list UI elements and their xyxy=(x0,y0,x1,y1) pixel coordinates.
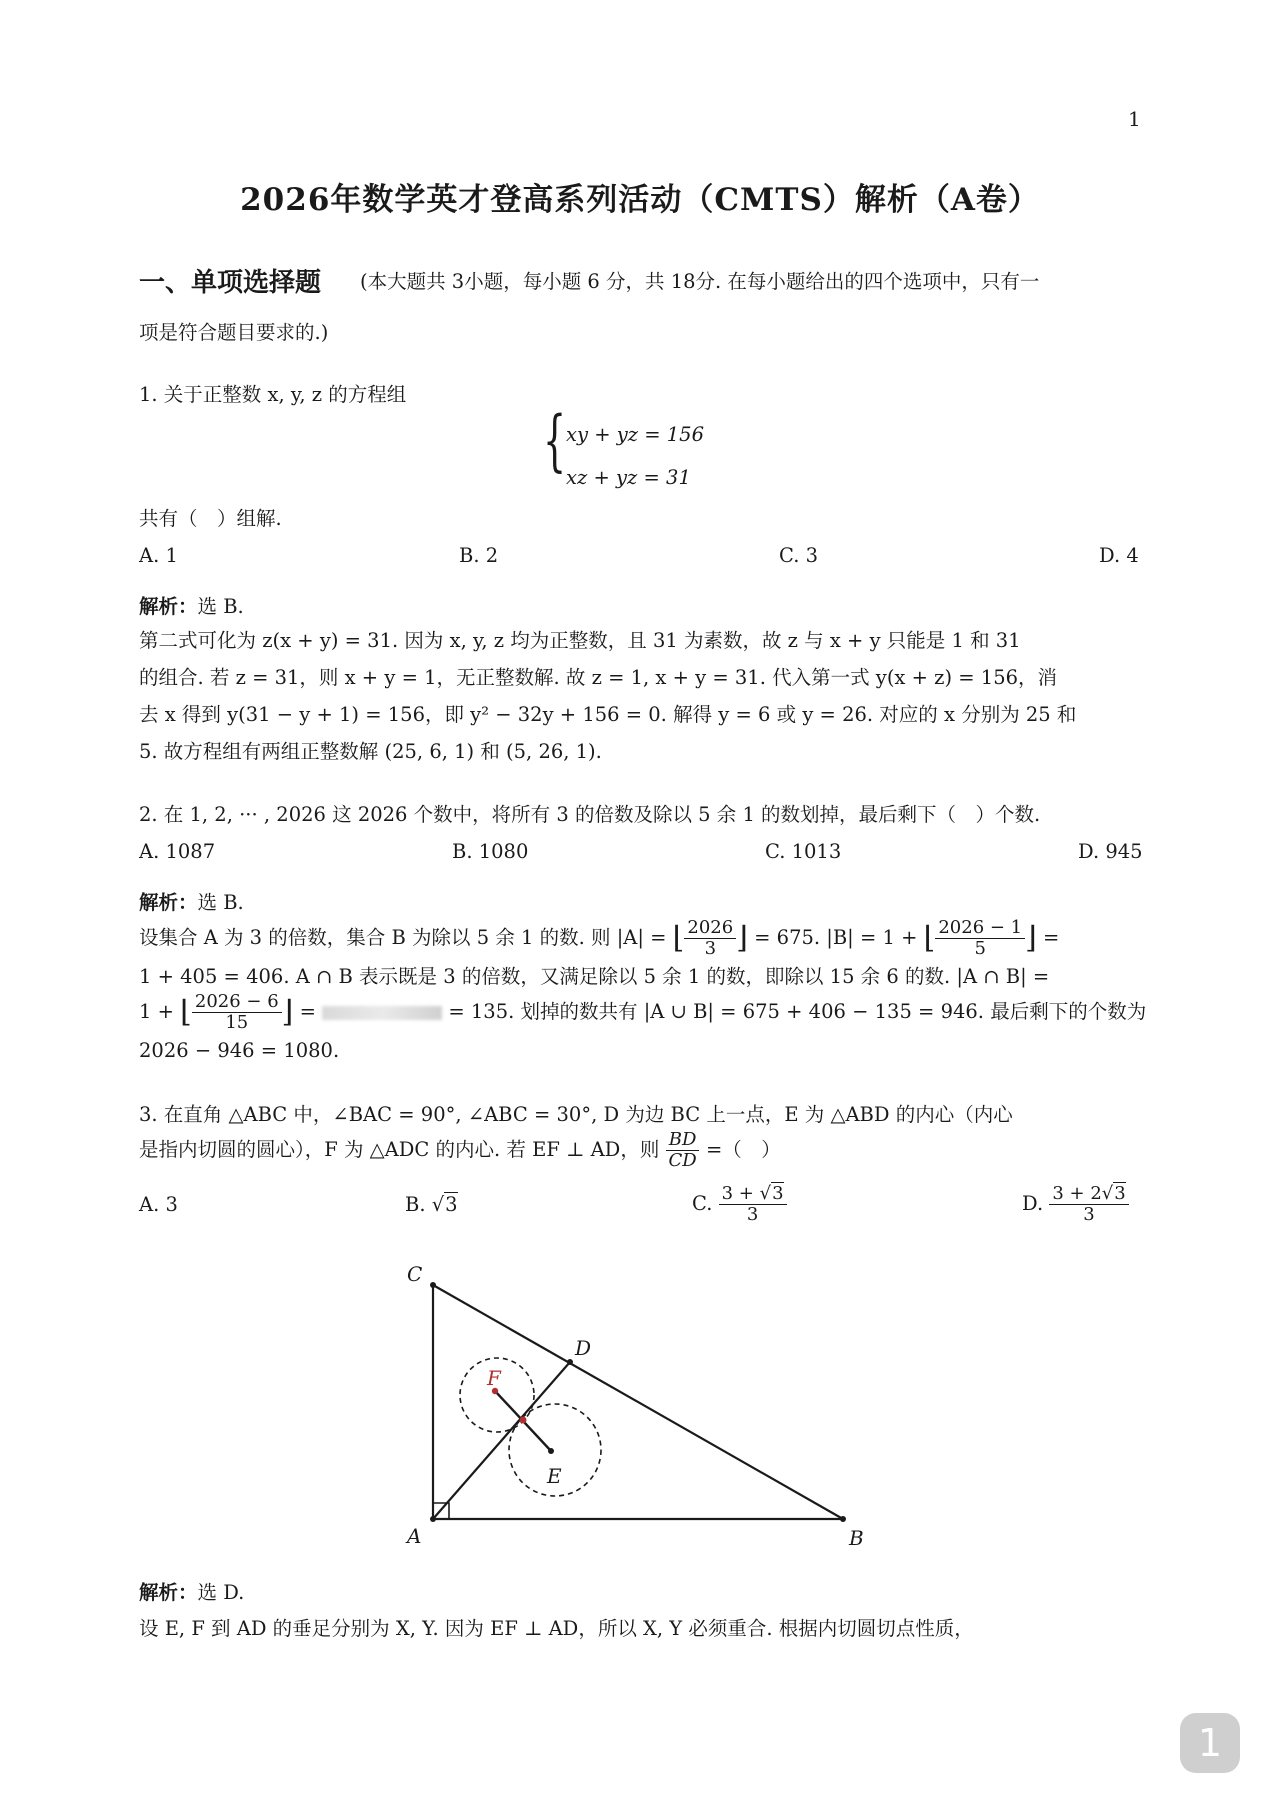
q3-answer-label: 解析： xyxy=(139,1581,198,1604)
q2-solution-line-1 xyxy=(139,916,1059,961)
fraction-option-c xyxy=(719,1184,787,1225)
q1-equation-2: xz + yz = 31 xyxy=(566,466,691,489)
q3-opt-b-radicand: 3 xyxy=(445,1193,458,1216)
q2-sol1-a: 设集合 A 为 3 的倍数，集合 B 为除以 5 余 1 的数. 则 |A| = xyxy=(139,926,673,949)
frac-num xyxy=(1049,1184,1128,1205)
q2-option-c: C. 1013 xyxy=(765,840,842,863)
q2-stem: 2. 在 1, 2, ··· , 2026 这 2026 个数中，将所有 3 的倍数及除以 5 余 1 的数划掉，最后剩下（ ）个数. xyxy=(139,803,1041,826)
q2-solution-line-3 xyxy=(139,990,1146,1035)
q3-solution-line-1: 设 E, F 到 AD 的垂足分别为 X, Y. 因为 EF ⊥ AD，所以 X, Y 必须重合. 根据内切圆切点性质， xyxy=(139,1617,974,1640)
q3-stem-line-2 xyxy=(139,1128,781,1172)
q1-solution-line-3: 去 x 得到 y(31 − y + 1) = 156，即 y² − 32y + 156 = 0. 解得 y = 6 或 y = 26. 对应的 x 分别为 25 和 xyxy=(139,703,1077,726)
fraction-2026-over-3 xyxy=(684,918,736,959)
q1-solution-line-2: 的组合. 若 z = 31，则 x + y = 1，无正整数解. 故 z = 1, x + y = 31. 代入第一式 y(x + z) = 156，消 xyxy=(139,666,1058,689)
fraction-2025-over-5 xyxy=(935,918,1025,959)
q2-sol1-c: = xyxy=(1036,926,1060,949)
q1-equation-1: xy + yz = 156 xyxy=(566,423,704,446)
q1-answer-label: 解析： xyxy=(139,595,198,618)
floor-right: ⌋ xyxy=(1025,920,1037,956)
label-b: B xyxy=(849,1526,864,1550)
q1-option-a: A. 1 xyxy=(139,544,178,567)
q1-option-c: C. 3 xyxy=(779,544,819,567)
frac-num xyxy=(719,1184,787,1205)
q2-option-d: D. 945 xyxy=(1078,840,1143,863)
triangle-figure xyxy=(395,1255,885,1555)
label-e: E xyxy=(547,1464,562,1488)
page-title: 2026年数学英才登高系列活动（CMTS）解析（A卷） xyxy=(240,182,1040,218)
q1-system-brace: { xyxy=(543,402,567,479)
floor-left: ⌊ xyxy=(180,994,192,1030)
foot-point-xy xyxy=(520,1417,527,1424)
frac-den: 5 xyxy=(974,938,986,959)
q3-opt-c-prefix: C. xyxy=(692,1192,719,1215)
frac-den: 3 xyxy=(746,1204,759,1225)
floor-right: ⌋ xyxy=(281,994,294,1030)
point-e xyxy=(548,1448,554,1454)
q1-stem: 1. 关于正整数 x, y, z 的方程组 xyxy=(139,383,407,406)
point-d xyxy=(567,1359,573,1365)
q2-answer-choice: 选 B. xyxy=(197,891,244,914)
num-pre: 3 + √ xyxy=(721,1183,772,1204)
num-pre: 3 + 2√ xyxy=(1052,1183,1114,1204)
q1-stem-2: 共有（ ）组解. xyxy=(139,507,282,530)
q3-option-b xyxy=(405,1190,458,1220)
q3-stem2-a: 是指内切圆的圆心），F 为 △ADC 的内心. 若 EF ⊥ AD，则 xyxy=(139,1138,666,1161)
q2-solution-line-2: 1 + 405 = 406. A ∩ B 表示既是 3 的倍数，又满足除以 5 余 1 的数，即除以 15 余 6 的数. |A ∩ B| = xyxy=(139,965,1050,988)
fraction-option-d xyxy=(1049,1184,1128,1225)
q2-solution-line-4: 2026 − 946 = 1080. xyxy=(139,1039,340,1062)
q3-stem-line-1: 3. 在直角 △ABC 中，∠BAC = 90°, ∠ABC = 30°, D 为边 BC 上一点，E 为 △ABD 的内心（内心 xyxy=(139,1103,1013,1126)
q1-answer xyxy=(139,592,244,622)
q3-answer xyxy=(139,1578,244,1608)
frac-num: BD xyxy=(666,1130,700,1151)
floor-right: ⌋ xyxy=(736,920,748,956)
side-bc xyxy=(433,1285,843,1519)
q2-answer-label: 解析： xyxy=(139,891,198,914)
point-a xyxy=(430,1516,436,1522)
q2-answer xyxy=(139,888,244,918)
q1-option-d: D. 4 xyxy=(1099,544,1139,567)
q1-option-b: B. 2 xyxy=(459,544,499,567)
fraction-bd-over-cd xyxy=(666,1130,700,1171)
q3-stem2-b: =（ ） xyxy=(699,1138,781,1161)
frac-num: 2026 − 6 xyxy=(192,992,282,1013)
label-d: D xyxy=(575,1336,592,1360)
q3-opt-d-prefix: D. xyxy=(1022,1192,1050,1215)
label-f: F xyxy=(487,1366,501,1390)
frac-den: CD xyxy=(668,1150,697,1171)
q2-sol3-a: 1 + xyxy=(139,1000,181,1023)
q3-option-a: A. 3 xyxy=(139,1193,178,1216)
radicand: 3 xyxy=(772,1183,784,1204)
section-description-cont: 项是符合题目要求的.) xyxy=(139,321,329,344)
page-indicator-badge[interactable]: 1 xyxy=(1180,1713,1240,1773)
frac-den: 15 xyxy=(225,1012,249,1033)
q1-solution-line-1: 第二式可化为 z(x + y) = 31. 因为 x, y, z 均为正整数，且 31 为素数，故 z 与 x + y 只能是 1 和 31 xyxy=(139,629,1021,652)
q2-sol3-b: = 135. 划掉的数共有 |A ∪ B| = 675 + 406 − 135 = 946. 最后剩下的个数为 xyxy=(442,1000,1147,1023)
q3-option-d xyxy=(1022,1182,1129,1226)
fraction-2020-over-15 xyxy=(192,992,282,1033)
q3-option-c xyxy=(692,1182,787,1226)
q2-sol3-equals: = xyxy=(293,1000,323,1023)
page-number: 1 xyxy=(1128,107,1141,131)
q3-answer-choice: 选 D. xyxy=(197,1581,245,1604)
frac-num: 2026 xyxy=(684,918,736,939)
radicand: 3 xyxy=(1114,1183,1126,1204)
q3-opt-b-prefix: B. √ xyxy=(405,1193,445,1216)
section-heading: 一、单项选择题 xyxy=(139,268,322,298)
q2-option-b: B. 1080 xyxy=(452,840,529,863)
q2-sol1-b: = 675. |B| = 1 + xyxy=(747,926,924,949)
frac-num: 2026 − 1 xyxy=(935,918,1025,939)
frac-den: 3 xyxy=(1083,1204,1095,1225)
q1-answer-choice: 选 B. xyxy=(197,595,244,618)
label-c: C xyxy=(407,1262,423,1286)
section-description: (本大题共 3小题，每小题 6 分，共 18分. 在每小题给出的四个选项中，只有一 xyxy=(360,270,1040,293)
point-b xyxy=(840,1516,846,1522)
blurred-region xyxy=(322,1006,442,1020)
label-a: A xyxy=(407,1524,422,1548)
segment-ad xyxy=(433,1362,570,1519)
q1-solution-line-4: 5. 故方程组有两组正整数解 (25, 6, 1) 和 (5, 26, 1). xyxy=(139,740,602,763)
point-c xyxy=(430,1282,436,1288)
frac-den: 3 xyxy=(704,938,717,959)
q2-option-a: A. 1087 xyxy=(139,840,216,863)
floor-left: ⌊ xyxy=(923,920,936,956)
floor-left: ⌊ xyxy=(672,920,685,956)
